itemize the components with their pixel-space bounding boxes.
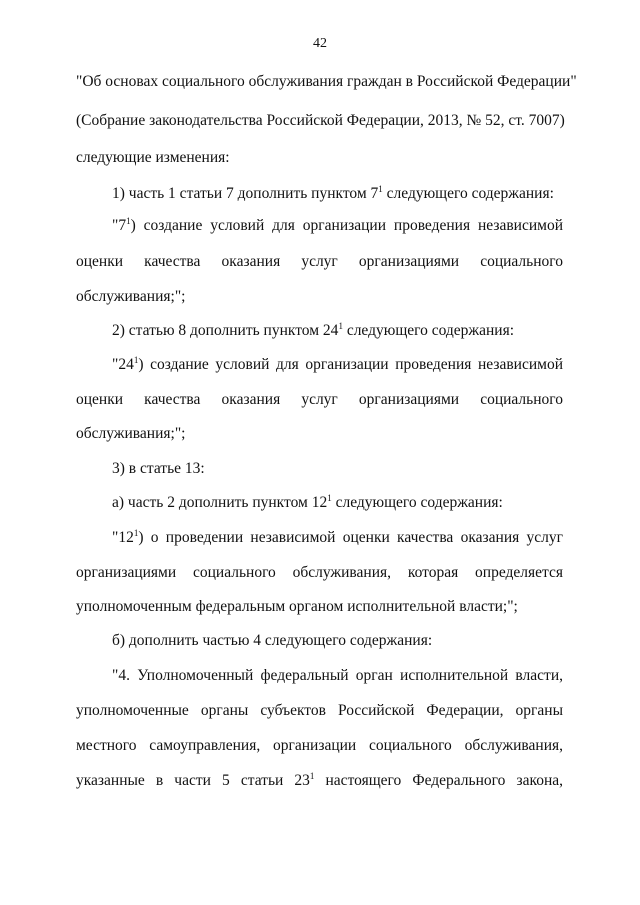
superscript: 1 [338,321,343,331]
text-line: обслуживания;"; [76,425,186,442]
text-run: следующего содержания: [382,185,554,202]
text-line: организациями социального обслуживания, которая определяется [76,564,563,581]
text-line: (Собрание законодательства Российской Федерации, 2013, № 52, ст. 7007) [76,112,565,129]
text-line: уполномоченные органы субъектов Российской Федерации, органы [76,702,563,719]
text-run: настоящего Федерального закона, [314,772,564,789]
text-line: "Об основах социального обслуживания граждан в Российской Федерации" [76,73,577,90]
text-run: ) о проведении независимой оценки качества оказания услуг [138,529,563,546]
text-run: следующего содержания: [331,494,503,511]
text-line [112,322,514,340]
text-run: следующего содержания: [342,322,515,339]
text-line [112,185,554,203]
text-line: оценки качества оказания услуг организациями социального [76,391,563,408]
text-run: указанные в части 5 статьи 23 [76,772,310,789]
text-line [112,356,563,374]
text-line: следующие изменения: [76,149,230,166]
superscript: 1 [133,528,139,538]
text-line [112,494,503,512]
text-line: оценки качества оказания услуг организациями социального [76,253,563,270]
text-line: 3) в статье 13: [112,460,205,477]
text-line: б) дополнить частью 4 следующего содержания: [112,632,433,649]
text-line: уполномоченным федеральным органом исполнительной власти;"; [76,598,518,615]
superscript: 1 [133,355,139,365]
text-run: 2) статью 8 дополнить пунктом 24 [112,322,339,339]
text-run: "7 [112,217,127,234]
text-line: обслуживания;"; [76,288,186,305]
text-line [76,772,563,790]
superscript: 1 [126,216,131,226]
text-run: "12 [112,529,134,546]
text-run: а) часть 2 дополнить пунктом 12 [112,494,328,511]
text-line [112,217,563,235]
superscript: 1 [309,771,315,781]
text-line: "4. Уполномоченный федеральный орган исполнительной власти, [112,667,563,684]
superscript: 1 [378,184,383,194]
text-line [112,529,563,547]
text-line: местного самоуправления, организации социального обслуживания, [76,737,563,754]
text-run: ) создание условий для организации проведения независимой [130,217,563,234]
text-run: ) создание условий для организации проведения независимой [138,356,563,373]
text-run: "24 [112,356,134,373]
text-run: 1) часть 1 статьи 7 дополнить пунктом 7 [112,185,379,202]
page-number: 42 [313,36,327,51]
superscript: 1 [327,493,332,503]
